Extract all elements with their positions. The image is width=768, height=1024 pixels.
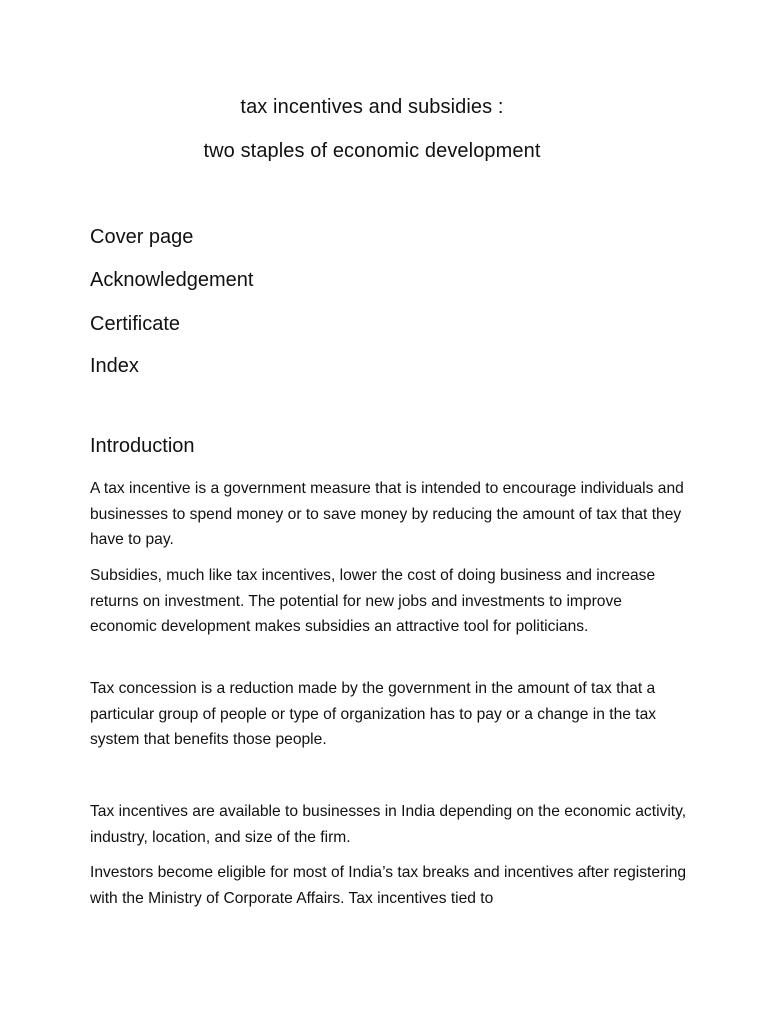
paragraph: Investors become eligible for most of India’s tax breaks and incentives after registering with the Ministry of Corporate Affairs. Tax incentives tied to bbox=[90, 864, 687, 907]
paragraph: Tax concession is a reduction made by the government in the amount of tax that a particular group of people or type of organization has to pay or a change in the tax system that benefits those people. bbox=[90, 680, 657, 749]
section-heading-introduction: Introduction bbox=[90, 435, 195, 457]
paragraph: Tax incentives are available to businesses in India depending on the economic activity, industry, location, and size of the firm. bbox=[90, 803, 687, 846]
document-title-line-2: two staples of economic development bbox=[203, 140, 541, 162]
paragraph: Subsidies, much like tax incentives, lower the cost of doing business and increase returns on investment. The potential for new jobs and investments to improve economic development makes subsidies an attractive tool for politicians. bbox=[90, 567, 656, 636]
document-title-line-1: tax incentives and subsidies : bbox=[240, 96, 504, 118]
toc-item-index: Index bbox=[90, 355, 139, 377]
toc-item-acknowledgement: Acknowledgement bbox=[90, 269, 254, 291]
paragraph: A tax incentive is a government measure that is intended to encourage individuals and businesses to spend money or to save money by reducing the amount of tax that they have to pay. bbox=[90, 480, 684, 549]
toc-item-cover-page: Cover page bbox=[90, 226, 194, 248]
toc-item-certificate: Certificate bbox=[90, 313, 181, 335]
